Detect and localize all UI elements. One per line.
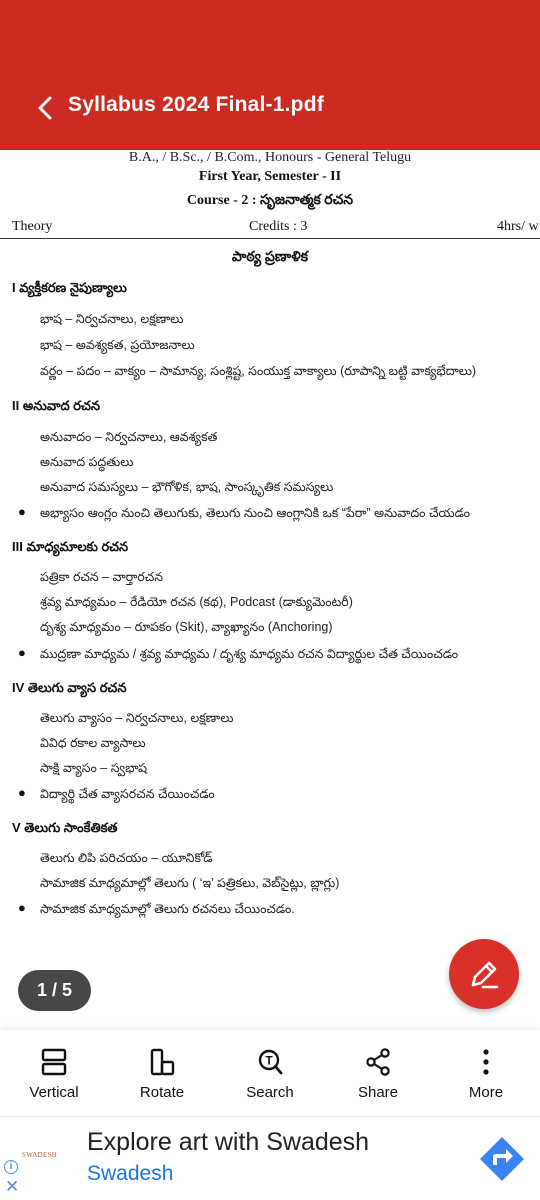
more-label: More: [468, 1084, 504, 1101]
page-indicator: 1 / 5: [18, 970, 91, 1011]
rotate-icon: [149, 1048, 175, 1076]
share-label: Share: [357, 1084, 399, 1101]
section-item: భాష – అవశ్యకత, ప్రయోజనాలు: [40, 338, 195, 352]
section-item: సామాజిక మాధ్యమాల్లో తెలుగు ( ‘ఇ’ పత్రికలు, వెబ్‌సైట్లు, బ్లాగ్లు): [40, 876, 340, 890]
svg-text:T: T: [265, 1053, 273, 1068]
search-icon: [257, 1048, 283, 1076]
section-item: అనువాద పద్ధతులు: [40, 455, 134, 469]
bullet-icon: ●: [18, 785, 26, 800]
document-title: Syllabus 2024 Final-1.pdf: [68, 93, 324, 116]
meta-theory: Theory: [12, 219, 53, 234]
pdf-page[interactable]: [0, 150, 540, 1015]
bottom-toolbar: [0, 1030, 540, 1116]
section-bullet-item: అభ్యాసం ఆంగ్లం నుంచి తెలుగుకు, తెలుగు నుంచి ఆంగ్లానికి ఒక “పేరా” అనువాదం చేయడం: [40, 506, 470, 520]
app-bar: [0, 0, 540, 150]
section-item: భాష – నిర్వచనాలు, లక్షణాలు: [40, 312, 184, 326]
section-bullet-item: ముద్రణా మాధ్యమ / శ్రవ్య మాధ్యమ / దృశ్య మాధ్యమ రచన విద్యార్థుల చేత చేయించడం: [40, 647, 459, 661]
section-item: దృశ్య మాధ్యమం – రూపకం (Skit), వ్యాఖ్యానం (Anchoring): [40, 620, 333, 634]
search-label: Search: [246, 1084, 294, 1101]
course-meta-row: [0, 219, 540, 239]
section-item: సాక్షి వ్యాసం – స్వభాష: [40, 761, 148, 775]
section-title: IV తెలుగు వ్యాస రచన: [12, 680, 127, 695]
course-header-line2: First Year, Semester - II: [198, 169, 342, 184]
vertical-layout-icon: [41, 1048, 67, 1076]
ad-logo: SWADESH: [22, 1151, 58, 1159]
section-title: I వ్యక్తీకరణ నైపుణ్యాలు: [12, 280, 127, 295]
share-button[interactable]: [324, 1030, 432, 1116]
rotate-button[interactable]: [108, 1030, 216, 1116]
section-item: వివిధ రకాల వ్యాసాలు: [40, 736, 146, 750]
more-button[interactable]: [432, 1030, 540, 1116]
bullet-icon: ●: [18, 900, 26, 915]
edit-button[interactable]: [449, 939, 519, 1009]
course-header-line1: B.A., / B.Sc., / B.Com., Honours - General Telugu: [128, 150, 412, 165]
section-item: తెలుగు లిపి పరిచయం – యూనికోడ్: [40, 851, 213, 865]
section-bullet-item: సామాజిక మాధ్యమాల్లో తెలుగు రచనలు చేయించడం.: [40, 902, 295, 916]
ad-info-icon[interactable]: i: [4, 1160, 18, 1174]
search-button[interactable]: [216, 1030, 324, 1116]
course-header-line3: Course - 2 : సృజనాత్మక రచన: [186, 193, 354, 208]
section-item: శ్రవ్య మాధ్యమం – రేడియో రచన (కథ), Podcast (డాక్యుమెంటరీ): [40, 595, 353, 609]
section-title: III మాధ్యమాలకు రచన: [12, 539, 129, 554]
more-vertical-icon: [473, 1048, 499, 1076]
vertical-button[interactable]: [0, 1030, 108, 1116]
ad-headline: Explore art with Swadesh: [87, 1128, 370, 1156]
section-item: అనువాద సమస్యలు – భౌగోళిక, భాష, సాంస్కృతిక సమస్యలు: [40, 480, 334, 494]
ad-directions-icon[interactable]: [478, 1135, 526, 1183]
edit-pencil-icon: [467, 957, 501, 991]
section-item: తెలుగు వ్యాసం – నిర్వచనాలు, లక్షణాలు: [40, 711, 234, 725]
section-item: అనువాదం – నిర్వచనాలు, ఆవశ్యకత: [40, 430, 218, 444]
rotate-label: Rotate: [139, 1084, 185, 1101]
meta-credits: Credits : 3: [249, 219, 308, 234]
bullet-icon: ●: [18, 645, 26, 660]
vertical-label: Vertical: [29, 1084, 79, 1101]
section-item: వర్ణం – పదం – వాక్యం – సామాన్య, సంశ్లిష్ట, సంయుక్త వాక్యాలు (రూపాన్ని బట్టి వాక్యభేదాలు): [40, 364, 477, 378]
section-item: పత్రికా రచన – వార్తారచన: [40, 570, 164, 584]
section-title: V తెలుగు సాంకేతికత: [12, 820, 118, 835]
scheme-title: పాఠ్య ప్రణాళిక: [231, 248, 309, 264]
meta-hours: 4hrs/ w: [497, 219, 539, 234]
ad-banner[interactable]: [0, 1116, 540, 1200]
header-divider: [0, 238, 540, 239]
share-icon: [365, 1048, 391, 1076]
section-title: II అనువాద రచన: [12, 398, 100, 413]
bullet-icon: ●: [18, 504, 26, 519]
back-arrow-icon[interactable]: [34, 94, 58, 122]
ad-close-icon[interactable]: ✕: [5, 1177, 20, 1196]
ad-brand: Swadesh: [87, 1162, 174, 1185]
section-bullet-item: విద్యార్థి చేత వ్యాసరచన చేయించడం: [40, 787, 215, 801]
